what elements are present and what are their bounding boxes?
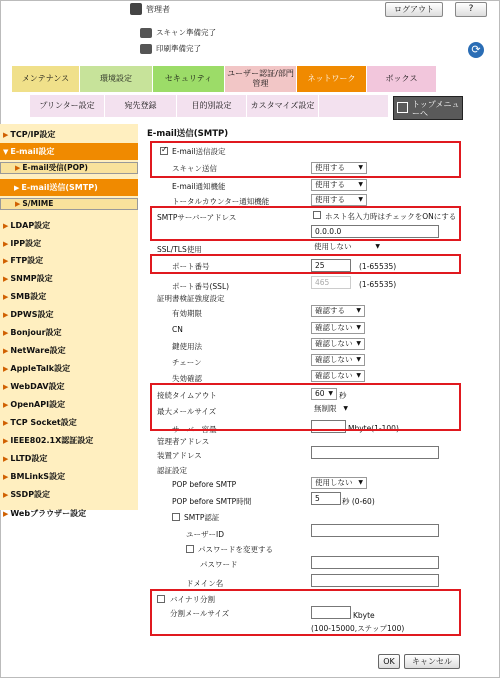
pop-before-smtp-select[interactable] [311, 477, 367, 489]
sidebar-item-label: DPWS設定 [10, 310, 54, 319]
sidebar-item-netware[interactable] [0, 342, 138, 359]
split-size-label: 分割メールサイズ [170, 609, 230, 618]
arrow-icon: ▶ [3, 275, 9, 283]
chevron-down-icon: ▼ [328, 390, 333, 397]
key-usage-select[interactable] [311, 338, 365, 350]
key-usage-label: 鍵使用法 [172, 342, 202, 351]
cancel-button[interactable]: キャンセル [404, 654, 460, 669]
chevron-down-icon: ▼ [375, 243, 380, 250]
chain-value: 確認しない [315, 355, 353, 364]
timeout-label: 接続タイムアウト [157, 391, 217, 400]
tab-box[interactable]: ボックス [367, 66, 437, 92]
scan-status [140, 27, 216, 38]
pop-before-smtp-label: POP before SMTP [172, 480, 237, 489]
sidebar-item-appletalk[interactable] [0, 360, 138, 377]
sidebar-item-label: SMB設定 [10, 292, 47, 301]
user-id-input[interactable] [311, 524, 439, 537]
smtp-auth-checkbox[interactable] [172, 513, 180, 521]
sidebar-item-label: Bonjour設定 [10, 328, 62, 337]
highlight-timeout [150, 383, 461, 431]
server-capacity-unit: Mbyte(1-100) [348, 424, 399, 433]
scan-send-value: 使用する [315, 163, 345, 172]
chevron-down-icon: ▼ [356, 340, 361, 347]
arrow-icon: ▶ [3, 329, 9, 337]
hostname-check-label: ホスト名入力時はチェックをONにする [325, 212, 457, 221]
pop-time-range: 秒 (0-60) [342, 497, 375, 506]
ssl-tls-select[interactable] [311, 242, 383, 254]
arrow-down-icon: ▼ [3, 148, 9, 156]
refresh-icon[interactable]: ⟳ [468, 42, 484, 58]
port-input[interactable]: 25 [311, 259, 351, 272]
subtab-address[interactable]: 宛先登録 [105, 95, 177, 117]
sidebar-item-label: FTP設定 [10, 256, 44, 265]
sidebar-item-bmlinks[interactable] [0, 468, 138, 485]
sidebar-item-label: IEEE802.1X認証設定 [10, 436, 94, 445]
tab-network[interactable]: ネットワーク [297, 66, 367, 92]
highlight-email-send [150, 141, 461, 178]
validity-value: 確認する [315, 306, 345, 315]
arrow-icon: ▶ [14, 184, 20, 192]
tab-security[interactable]: セキュリティ [153, 66, 225, 92]
ssl-tls-label: SSL/TLS使用 [157, 245, 202, 254]
sidebar-item-label: E-mail受信(POP) [22, 163, 88, 172]
admin-address-label: 管理者アドレス [157, 437, 210, 446]
chevron-down-icon: ▼ [356, 307, 361, 314]
revocation-value: 確認しない [315, 371, 353, 380]
chevron-down-icon: ▼ [356, 356, 361, 363]
sidebar-item-label: AppleTalk設定 [10, 364, 71, 373]
top-menu-button[interactable] [393, 96, 463, 120]
cn-label: CN [172, 325, 183, 334]
max-mail-value: 無制限 [314, 404, 337, 413]
port-ssl-range: (1-65535) [359, 280, 397, 289]
pop-time-label: POP before SMTP時間 [172, 497, 252, 506]
split-unit: Kbyte [353, 611, 375, 620]
pop-before-smtp-value: 使用しない [315, 478, 353, 487]
email-notify-value: 使用する [315, 180, 345, 189]
logout-button[interactable]: ログアウト [385, 2, 443, 17]
device-address-input[interactable] [311, 446, 439, 459]
timeout-value: 60 [315, 389, 325, 398]
user-icon [130, 3, 142, 15]
arrow-icon: ▶ [3, 383, 9, 391]
user-id-label: ユーザーID [186, 530, 224, 539]
sidebar-item-label: E-mail設定 [10, 147, 55, 156]
port-label: ポート番号 [172, 262, 210, 271]
split-range: (100-15000,ステップ100) [311, 624, 405, 633]
chain-label: チェーン [172, 358, 202, 367]
cn-select[interactable] [311, 322, 365, 334]
help-button[interactable]: ? [455, 2, 487, 17]
arrow-icon: ▶ [3, 437, 9, 445]
subtab-purpose[interactable]: 目的別設定 [177, 95, 247, 117]
revocation-label: 失効確認 [172, 374, 202, 383]
sidebar-item-label: S/MIME [22, 199, 54, 208]
chevron-down-icon: ▼ [356, 324, 361, 331]
validity-select[interactable] [311, 305, 365, 317]
device-address-label: 装置アドレス [157, 451, 202, 460]
arrow-icon: ▶ [3, 510, 9, 518]
chevron-down-icon: ▼ [343, 405, 348, 412]
sidebar-item-openapi[interactable] [0, 396, 138, 413]
printer-icon [140, 44, 152, 54]
tab-environment[interactable]: 環境設定 [80, 66, 153, 92]
sidebar-item-label: LLTD設定 [10, 454, 48, 463]
sidebar-item-email-pop[interactable] [0, 162, 138, 174]
cn-value: 確認しない [315, 323, 353, 332]
binary-split-label: バイナリ分割 [170, 595, 215, 604]
total-counter-value: 使用する [315, 195, 345, 204]
sidebar-item-ldap[interactable] [0, 217, 138, 234]
sidebar-item-label: LDAP設定 [10, 221, 51, 230]
total-counter-select[interactable] [311, 194, 367, 206]
tab-user-auth[interactable]: ユーザー認証/部門管理 [225, 66, 297, 92]
change-password-checkbox[interactable] [186, 545, 194, 553]
print-status [140, 43, 201, 54]
sidebar-item-tcp-socket[interactable] [0, 414, 138, 431]
ssl-tls-value: 使用しない [314, 242, 352, 251]
sidebar-item-dpws[interactable] [0, 306, 138, 323]
sidebar-item-label: BMLinkS設定 [10, 472, 66, 481]
sidebar-item-label: SSDP設定 [10, 490, 51, 499]
highlight-binary-split [150, 589, 461, 636]
sidebar-item-smime[interactable] [0, 198, 138, 210]
revocation-select[interactable] [311, 370, 365, 382]
sidebar-item-label: IPP設定 [10, 239, 42, 248]
arrow-icon: ▶ [15, 164, 21, 172]
admin-label: 管理者 [146, 4, 170, 14]
key-usage-value: 確認しない [315, 339, 353, 348]
top-menu-label: トップメニューへ [412, 100, 460, 118]
menu-icon [397, 102, 408, 113]
sidebar-item-label: WebDAV設定 [10, 382, 65, 391]
chevron-down-icon: ▼ [358, 196, 363, 203]
subtab-printer[interactable]: プリンター設定 [30, 95, 105, 117]
email-send-label: E-mail送信設定 [172, 147, 226, 156]
timeout-unit: 秒 [339, 391, 347, 400]
arrow-icon: ▶ [3, 491, 9, 499]
pop-time-input[interactable]: 5 [311, 492, 341, 505]
sidebar-item-label: TCP Socket設定 [10, 418, 77, 427]
port-ssl-label: ポート番号(SSL) [172, 282, 230, 291]
scanner-icon [140, 28, 152, 38]
sidebar-item-ieee8021x[interactable] [0, 432, 138, 449]
sidebar-item-label: SNMP設定 [10, 274, 53, 283]
scan-status-text: スキャン準備完了 [156, 28, 216, 37]
arrow-icon: ▶ [3, 365, 9, 373]
sidebar-item-label: Webブラウザー設定 [10, 509, 87, 518]
smtp-server-input[interactable]: 0.0.0.0 [311, 225, 439, 238]
password-label: パスワード [200, 560, 238, 569]
email-notify-select[interactable] [311, 179, 367, 191]
sidebar-item-tcpip[interactable] [0, 126, 138, 143]
sidebar-item-webdav[interactable] [0, 378, 138, 395]
sidebar-item-email-smtp[interactable] [0, 179, 138, 196]
chain-select[interactable] [311, 354, 365, 366]
tab-maintenance[interactable]: メンテナンス [12, 66, 80, 92]
sidebar-item-web-browser[interactable] [0, 505, 138, 522]
chevron-down-icon: ▼ [358, 479, 363, 486]
arrow-icon: ▶ [15, 200, 21, 208]
arrow-icon: ▶ [3, 222, 9, 230]
admin-user [130, 3, 170, 15]
sidebar-item-label: OpenAPI設定 [10, 400, 66, 409]
domain-label: ドメイン名 [186, 579, 224, 588]
sidebar-item-email[interactable] [0, 143, 138, 160]
highlight-smtp-server [150, 206, 461, 241]
page-title: E-mail送信(SMTP) [147, 129, 229, 139]
chevron-down-icon: ▼ [356, 372, 361, 379]
sidebar-item-snmp[interactable] [0, 270, 138, 287]
sidebar-item-ipp[interactable] [0, 235, 138, 252]
arrow-icon: ▶ [3, 401, 9, 409]
server-capacity-label: サーバー容量 [172, 425, 217, 434]
scan-send-label: スキャン送信 [172, 164, 217, 173]
arrow-icon: ▶ [3, 257, 9, 265]
sidebar-item-label: NetWare設定 [10, 346, 66, 355]
arrow-icon: ▶ [3, 473, 9, 481]
chevron-down-icon: ▼ [358, 181, 363, 188]
sidebar-item-lltd[interactable] [0, 450, 138, 467]
port-ssl-input[interactable]: 465 [311, 276, 351, 289]
highlight-port [150, 254, 461, 274]
arrow-icon: ▶ [3, 419, 9, 427]
chevron-down-icon: ▼ [358, 164, 363, 171]
port-range: (1-65535) [359, 262, 397, 271]
sidebar-item-label: TCP/IP設定 [10, 130, 56, 139]
cert-verify-label: 証明書検証強度設定 [157, 294, 225, 303]
subtab-customize[interactable]: カスタマイズ設定 [247, 95, 319, 117]
sidebar-item-ftp[interactable] [0, 252, 138, 269]
arrow-icon: ▶ [3, 293, 9, 301]
smtp-server-label: SMTPサーバーアドレス [157, 213, 237, 222]
ok-button[interactable]: OK [378, 654, 400, 669]
arrow-icon: ▶ [3, 455, 9, 463]
email-notify-label: E-mail通知機能 [172, 182, 226, 191]
arrow-icon: ▶ [3, 240, 9, 248]
password-input[interactable] [311, 556, 439, 569]
arrow-icon: ▶ [3, 131, 9, 139]
total-counter-label: トータルカウンター通知機能 [172, 197, 270, 206]
sidebar-item-smb[interactable] [0, 288, 138, 305]
arrow-icon: ▶ [3, 347, 9, 355]
print-status-text: 印刷準備完了 [156, 44, 201, 53]
max-mail-label: 最大メールサイズ [157, 407, 217, 416]
arrow-icon: ▶ [3, 311, 9, 319]
domain-input[interactable] [311, 574, 439, 587]
subtab-blank [319, 95, 389, 117]
smtp-auth-label: SMTP認証 [184, 513, 220, 522]
validity-label: 有効期限 [172, 309, 202, 318]
sidebar-item-bonjour[interactable] [0, 324, 138, 341]
sidebar-item-ssdp[interactable] [0, 486, 138, 503]
auth-setting-label: 認証設定 [157, 466, 187, 475]
change-password-label: パスワードを変更する [198, 545, 273, 554]
sidebar-item-label: E-mail送信(SMTP) [21, 183, 98, 192]
